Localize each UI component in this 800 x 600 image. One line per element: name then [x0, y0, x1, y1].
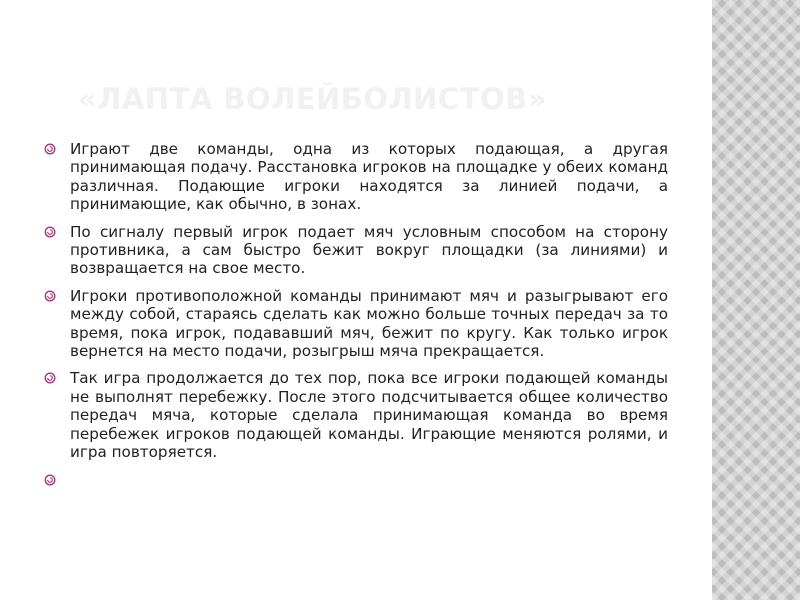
slide-title: «ЛАПТА ВОЛЕЙБОЛИСТОВ» — [78, 82, 547, 116]
spiral-bullet-icon — [44, 143, 56, 155]
spiral-bullet-icon — [44, 474, 56, 486]
bullet-item — [40, 287, 668, 361]
bullet-text: Игроки противоположной команды принимают мяч и разыгрывают его между собой, стараясь сделать как можно больше точных передач за то время, пока игрок, подававший мяч, бежит по кругу. Как только игрок вернется на место подачи, розыгрыш мяча прекращается. — [70, 286, 668, 361]
bullet-item — [40, 369, 668, 461]
spiral-bullet-icon — [44, 226, 56, 238]
bullet-item — [40, 223, 668, 278]
decorative-side-band — [712, 0, 800, 600]
bullet-list — [40, 140, 668, 496]
spiral-bullet-icon — [44, 290, 56, 302]
bullet-text: Так игра продолжается до тех пор, пока все игроки подающей команды не выполнят перебежку. После этого подсчитывается общее количество передач мяча, которые сделала принимающая команда во время перебежек игроков подающей команды. Играющие меняются ролями, и игра повторяется. — [70, 369, 668, 462]
bullet-item — [40, 471, 668, 487]
bullet-text: Играют две команды, одна из которых подающая, а другая принимающая подачу. Расстановка игроков на площадке у обеих команд различная. Подающие игроки находятся за линией подачи, а принимающие, как обычно, в зонах. — [70, 140, 668, 214]
spiral-bullet-icon — [44, 372, 56, 384]
bullet-item — [40, 140, 668, 214]
bullet-text: По сигналу первый игрок подает мяч условным способом на сторону противника, а сам быстро бежит вокруг площадки (за линиями) и возвращается на свое место. — [70, 222, 668, 278]
